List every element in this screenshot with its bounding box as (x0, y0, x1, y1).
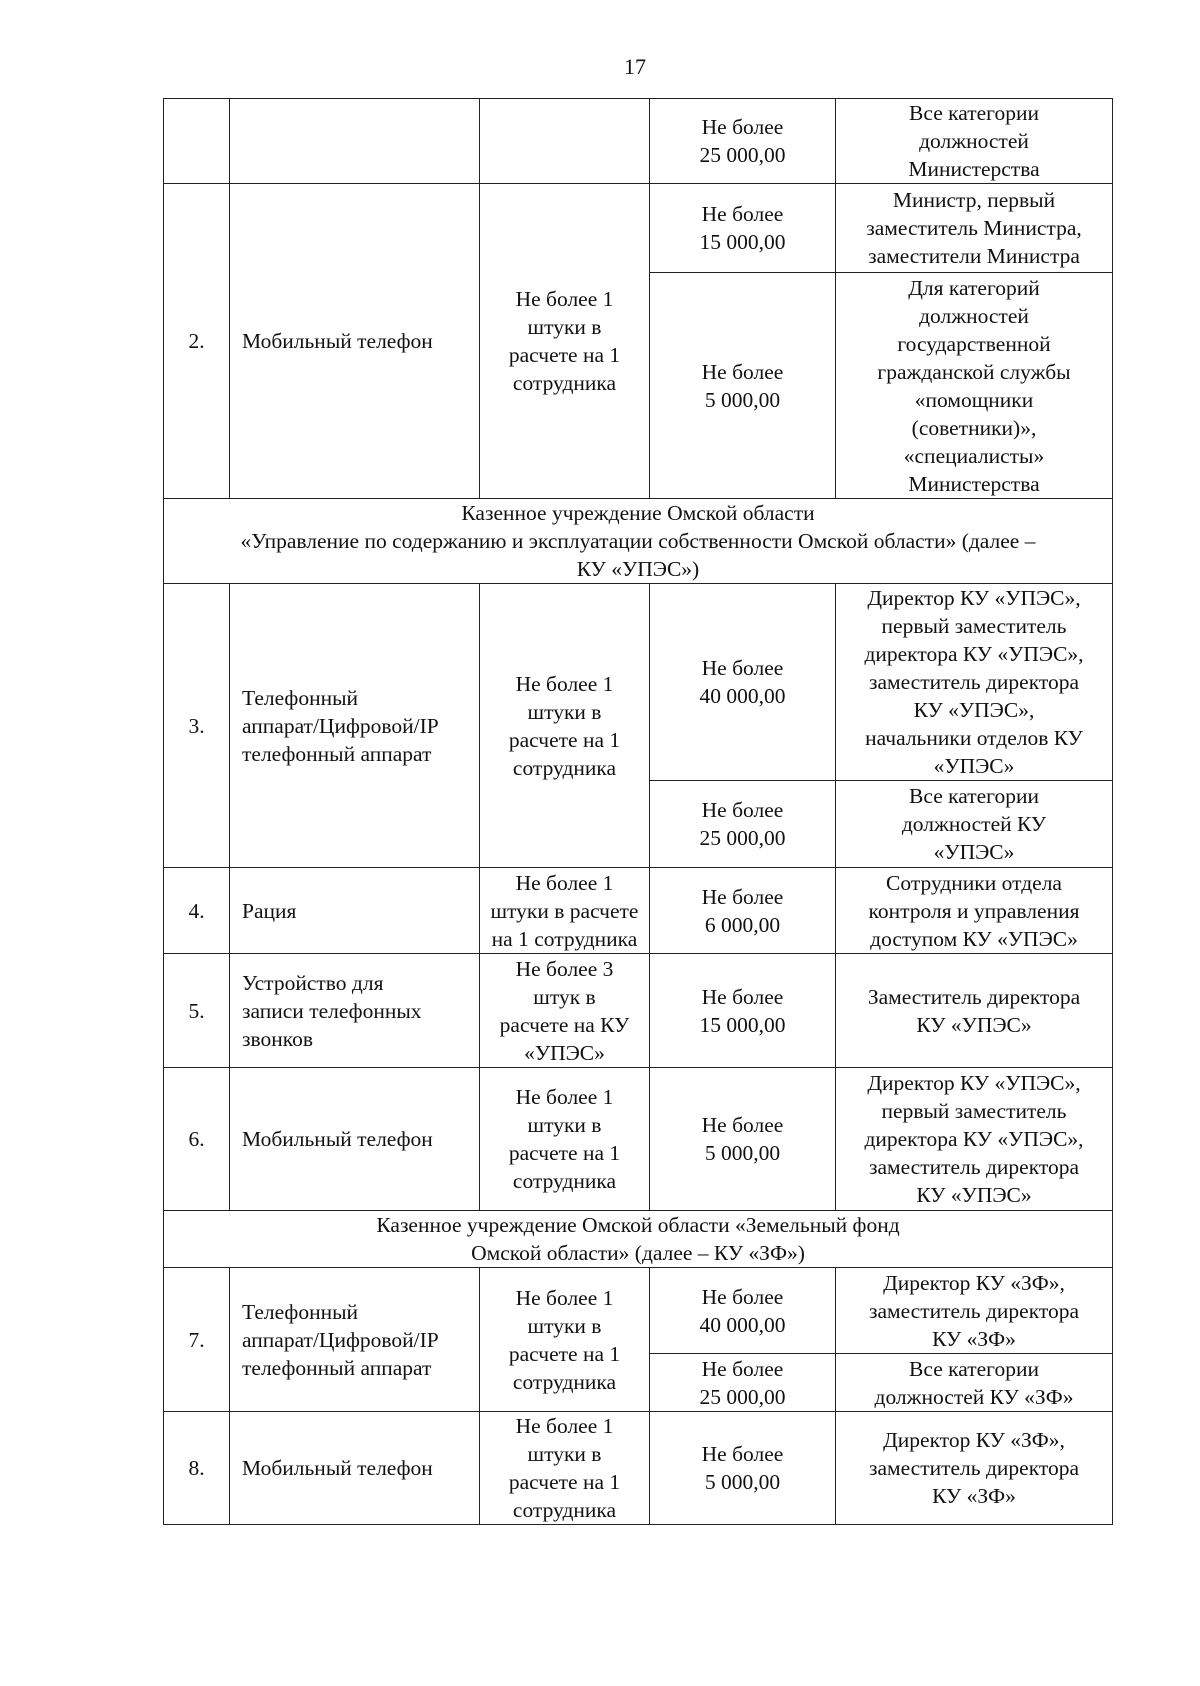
positions-cell: Директор КУ «ЗФ», заместитель директора КУ «ЗФ» (836, 1268, 1113, 1354)
table-row (164, 1068, 1113, 1211)
row-number-cell: 4. (164, 868, 230, 954)
quantity-cell: Не более 1 штуки в расчете на 1 сотрудника (480, 1068, 650, 1211)
price-cell: Не более 5 000,00 (650, 273, 836, 499)
price-cell: Не более 40 000,00 (650, 584, 836, 781)
table-row (164, 584, 1113, 781)
item-name-cell: Устройство для записи телефонных звонков (230, 954, 480, 1068)
row-number-cell (164, 99, 230, 184)
positions-cell: Директор КУ «УПЭС», первый заместитель директора КУ «УПЭС», заместитель директора КУ «УПЭС» (836, 1068, 1113, 1211)
quantity-cell: Не более 1 штуки в расчете на 1 сотрудника (480, 184, 650, 499)
table-row (164, 868, 1113, 954)
section-header-row (164, 1211, 1113, 1268)
item-name-cell: Телефонный аппарат/Цифровой/IP телефонный аппарат (230, 1268, 480, 1412)
item-name-cell: Мобильный телефон (230, 184, 480, 499)
section-header-row (164, 499, 1113, 584)
price-cell: Не более 15 000,00 (650, 184, 836, 273)
quantity-cell: Не более 1 штуки в расчете на 1 сотрудника (480, 584, 650, 868)
price-cell: Не более 6 000,00 (650, 868, 836, 954)
price-cell: Не более 25 000,00 (650, 781, 836, 868)
item-name-cell: Мобильный телефон (230, 1068, 480, 1211)
item-name-cell (230, 99, 480, 184)
positions-cell: Заместитель директора КУ «УПЭС» (836, 954, 1113, 1068)
table-row (164, 1268, 1113, 1354)
positions-cell: Сотрудники отдела контроля и управления доступом КУ «УПЭС» (836, 868, 1113, 954)
row-number-cell: 5. (164, 954, 230, 1068)
table-row (164, 1412, 1113, 1525)
quantity-cell: Не более 1 штуки в расчете на 1 сотрудника (480, 868, 650, 954)
row-number-cell: 6. (164, 1068, 230, 1211)
page-number: 17 (624, 54, 646, 79)
positions-cell: Директор КУ «УПЭС», первый заместитель директора КУ «УПЭС», заместитель директора КУ «УПЭС», начальники отделов КУ «УПЭС» (836, 584, 1113, 781)
positions-cell: Все категории должностей КУ «УПЭС» (836, 781, 1113, 868)
section-title-zf: Казенное учреждение Омской области «Земельный фонд Омской области» (далее – КУ «ЗФ») (164, 1211, 1113, 1268)
positions-cell: Директор КУ «ЗФ», заместитель директора КУ «ЗФ» (836, 1412, 1113, 1525)
item-name-cell: Рация (230, 868, 480, 954)
price-cell: Не более 5 000,00 (650, 1412, 836, 1525)
price-cell: Не более 40 000,00 (650, 1268, 836, 1354)
price-cell: Не более 5 000,00 (650, 1068, 836, 1211)
row-number-cell: 7. (164, 1268, 230, 1412)
quantity-cell: Не более 1 штуки в расчете на 1 сотрудника (480, 1412, 650, 1525)
price-cell: Не более 25 000,00 (650, 99, 836, 184)
norms-table (163, 98, 1113, 1525)
quantity-cell: Не более 1 штуки в расчете на 1 сотрудника (480, 1268, 650, 1412)
positions-cell: Министр, первый заместитель Министра, заместители Министра (836, 184, 1113, 273)
section-title-upes: Казенное учреждение Омской области «Управление по содержанию и эксплуатации собственности Омской области» (далее – КУ «УПЭС») (164, 499, 1113, 584)
row-number-cell: 3. (164, 584, 230, 868)
table-row (164, 954, 1113, 1068)
quantity-cell (480, 99, 650, 184)
row-number-cell: 8. (164, 1412, 230, 1525)
quantity-cell: Не более 3 штук в расчете на КУ «УПЭС» (480, 954, 650, 1068)
row-number-cell: 2. (164, 184, 230, 499)
price-cell: Не более 15 000,00 (650, 954, 836, 1068)
positions-cell: Все категории должностей Министерства (836, 99, 1113, 184)
item-name-cell: Телефонный аппарат/Цифровой/IP телефонный аппарат (230, 584, 480, 868)
table-row (164, 184, 1113, 273)
table-row (164, 99, 1113, 184)
positions-cell: Для категорий должностей государственной гражданской службы «помощники (советники)», «специалисты» Министерства (836, 273, 1113, 499)
price-cell: Не более 25 000,00 (650, 1354, 836, 1412)
item-name-cell: Мобильный телефон (230, 1412, 480, 1525)
positions-cell: Все категории должностей КУ «ЗФ» (836, 1354, 1113, 1412)
